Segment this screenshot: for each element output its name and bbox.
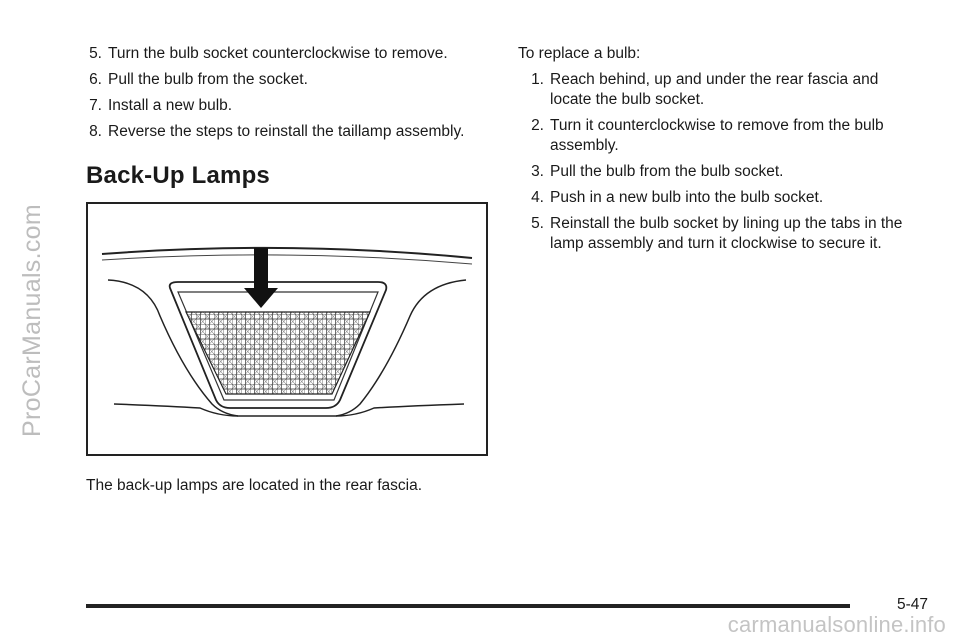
watermark-left: [10, 0, 54, 640]
right-column: [518, 44, 918, 260]
footer-rule: [86, 604, 850, 608]
left-step-list: [86, 44, 492, 142]
step-text: Push in a new bulb into the bulb socket.: [550, 189, 824, 206]
step-number: 1.: [531, 71, 544, 88]
step-number: 6.: [89, 71, 102, 88]
step-text: Turn the bulb socket counterclockwise to remove.: [108, 45, 448, 62]
back-up-lamp-illustration: [86, 202, 488, 456]
section-title: Back-Up Lamps: [86, 162, 270, 189]
step-number: 5.: [89, 45, 102, 62]
page-number: 5-47: [896, 596, 928, 613]
step-text: Install a new bulb.: [108, 97, 233, 114]
list-item: [518, 188, 918, 208]
step-text: Turn it counterclockwise to remove from the bulb assembly.: [550, 117, 884, 154]
list-item: [518, 70, 918, 110]
list-item: [86, 70, 492, 90]
list-item: [86, 96, 492, 116]
left-column: [86, 44, 492, 512]
step-number: 4.: [531, 189, 544, 206]
right-step-list: [518, 70, 918, 254]
step-number: 2.: [531, 117, 544, 134]
back-up-lamp-illustration-svg: [88, 204, 486, 454]
figure-caption: The back-up lamps are located in the rear fascia.: [86, 477, 423, 494]
replace-bulb-intro: To replace a bulb:: [518, 45, 641, 62]
step-number: 5.: [531, 215, 544, 232]
step-text: Pull the bulb from the socket.: [108, 71, 308, 88]
step-text: Reinstall the bulb socket by lining up the tabs in the lamp assembly and turn it clockwise to secure it.: [550, 215, 903, 252]
list-item: [518, 116, 918, 156]
watermark-left-text: ProCarManuals.com: [17, 203, 46, 437]
step-text: Pull the bulb from the bulb socket.: [550, 163, 784, 180]
watermark-bottom: carmanualsonline.info: [727, 612, 946, 637]
step-number: 8.: [89, 123, 102, 140]
step-text: Reverse the steps to reinstall the taillamp assembly.: [108, 123, 465, 140]
list-item: [86, 122, 492, 142]
list-item: [518, 162, 918, 182]
step-text: Reach behind, up and under the rear fascia and locate the bulb socket.: [550, 71, 879, 108]
step-number: 3.: [531, 163, 544, 180]
list-item: [86, 44, 492, 64]
step-number: 7.: [89, 97, 102, 114]
list-item: [518, 214, 918, 254]
